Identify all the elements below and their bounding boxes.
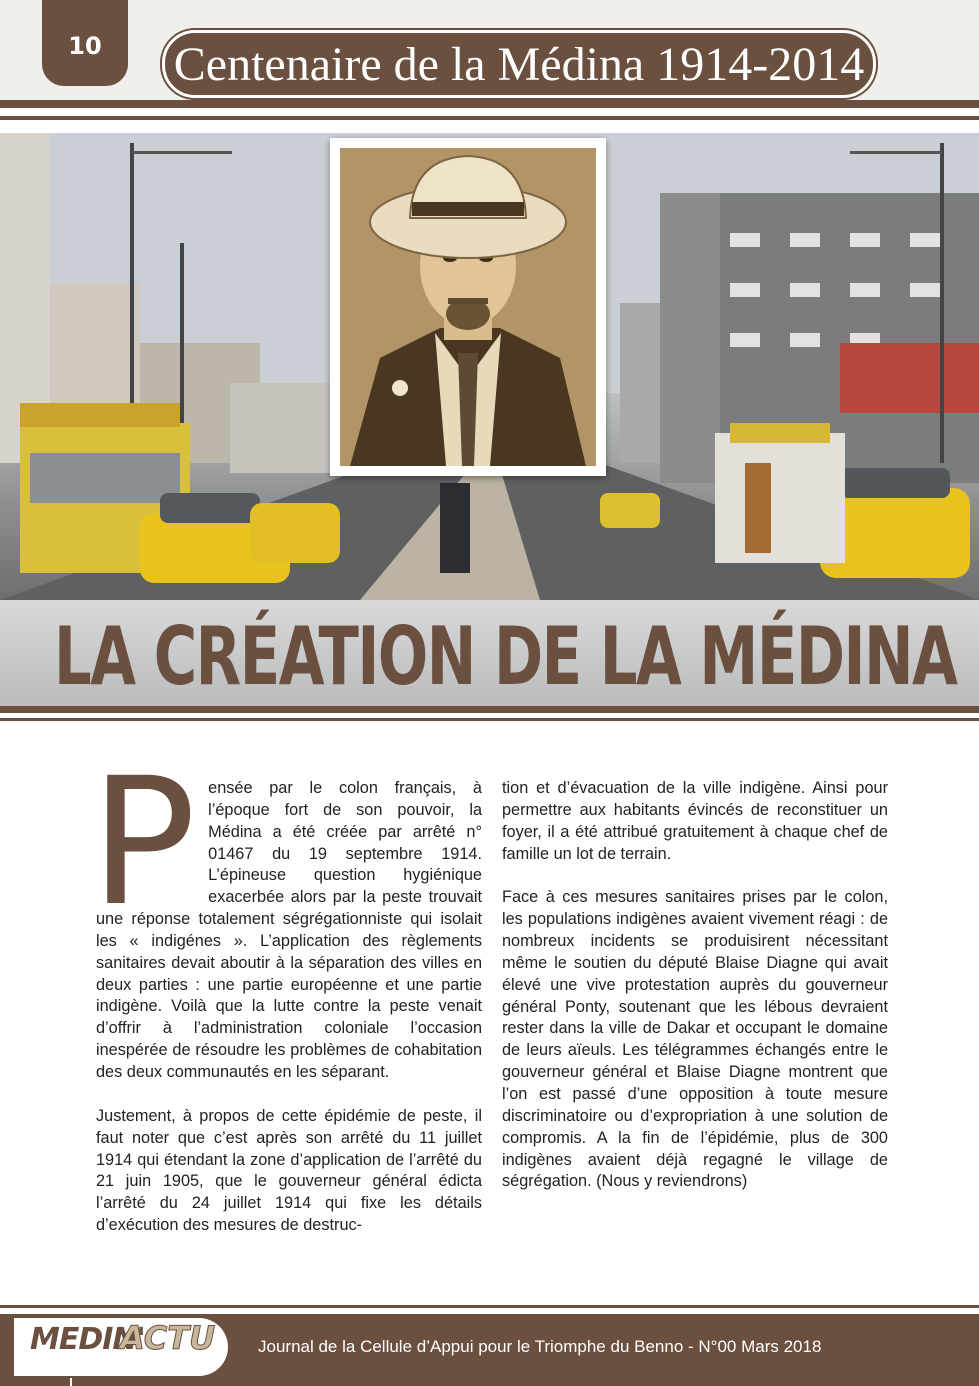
paragraph-evacuation: tion et d’évacuation de la ville indigène. Ainsi pour permettre aux habitants évincés de reconstituer un foyer, il a été attribué gratuitement à chaque chef de famille un lot de terrain. bbox=[502, 779, 888, 863]
logo-medin: MEDIN' bbox=[30, 1322, 145, 1357]
page-number-tab bbox=[42, 0, 128, 86]
header-rule-thick bbox=[0, 100, 979, 108]
article-column-right bbox=[502, 778, 888, 1193]
banner-rule-thin bbox=[0, 718, 979, 721]
portrait-photo bbox=[340, 148, 596, 466]
page-number: 10 bbox=[68, 32, 102, 60]
article-headline: LA CRÉATION DE LA MÉDINA bbox=[54, 610, 957, 703]
footer-divider bbox=[70, 1378, 72, 1386]
portrait-illustration bbox=[340, 148, 596, 466]
header-rule-thin bbox=[0, 116, 979, 120]
drop-cap: P bbox=[90, 740, 197, 945]
paragraph-reaction: Face à ces mesures sanitaires prises par le colon, les populations indigènes avaient vivement réagi : de nombreux incidents se produisirent nécessitant même le soutien du député Blaise Diagne qui avait élevé une vive protestation auprès du gouverneur général Ponty, soutenant que les lébous devraient rester dans la ville de Dakar et occupant le domaine de leurs aïeuls. Les télégrammes échangés entre le gouverneur général et Blaise Diagne montrent que l’on est passé d’une opposition à toute mesure discriminatoire ou d’expropriation à une solution de compromis. A la fin de l’épidémie, plus de 300 indigènes avaient déjà regagné le village de ségrégation. (Nous y reviendrons) bbox=[502, 888, 888, 1191]
article-column-left bbox=[90, 740, 482, 1237]
paragraph-intro-text: ensée par le colon français, à l’époque fort de son pouvoir, la Médina a été créée par arrêté n° 01467 du 19 septembre 1914. L’épineuse question hygiénique exacerbée alors par la peste trouvait une réponse totalement ségrégationniste qui isolait les « indigénes ». L’application des règlements sanitaires devait aboutir à la séparation des villes en deux parties : une partie européenne et une partie indigène. Voilà que la lutte contre la peste venait d’offrir à l’administration coloniale l’occasion inespérée de résoudre les problèmes de cohabitation des deux communautés en les séparant. bbox=[96, 779, 482, 1081]
paragraph-intro bbox=[90, 740, 482, 1084]
banner-rule-thick bbox=[0, 706, 979, 713]
logo-actu: ACTU bbox=[120, 1319, 216, 1357]
footer-rule-thin bbox=[0, 1305, 979, 1308]
paragraph-epidemie: Justement, à propos de cette épidémie de peste, il faut noter que c’est après son arrêté du 11 juillet 1914 qui étendant la zone d’application de l’arrêté du 21 juin 1905, que le gouverneur général édicta l’arrêté du 24 juillet 1914 qui fixe les détails d’exécution des mesures de destruc- bbox=[96, 1106, 482, 1235]
journal-info: Journal de la Cellule d’Appui pour le Triomphe du Benno - N°00 Mars 2018 bbox=[258, 1337, 822, 1356]
section-title-pill bbox=[162, 30, 876, 98]
section-title: Centenaire de la Médina 1914-2014 bbox=[173, 38, 865, 91]
